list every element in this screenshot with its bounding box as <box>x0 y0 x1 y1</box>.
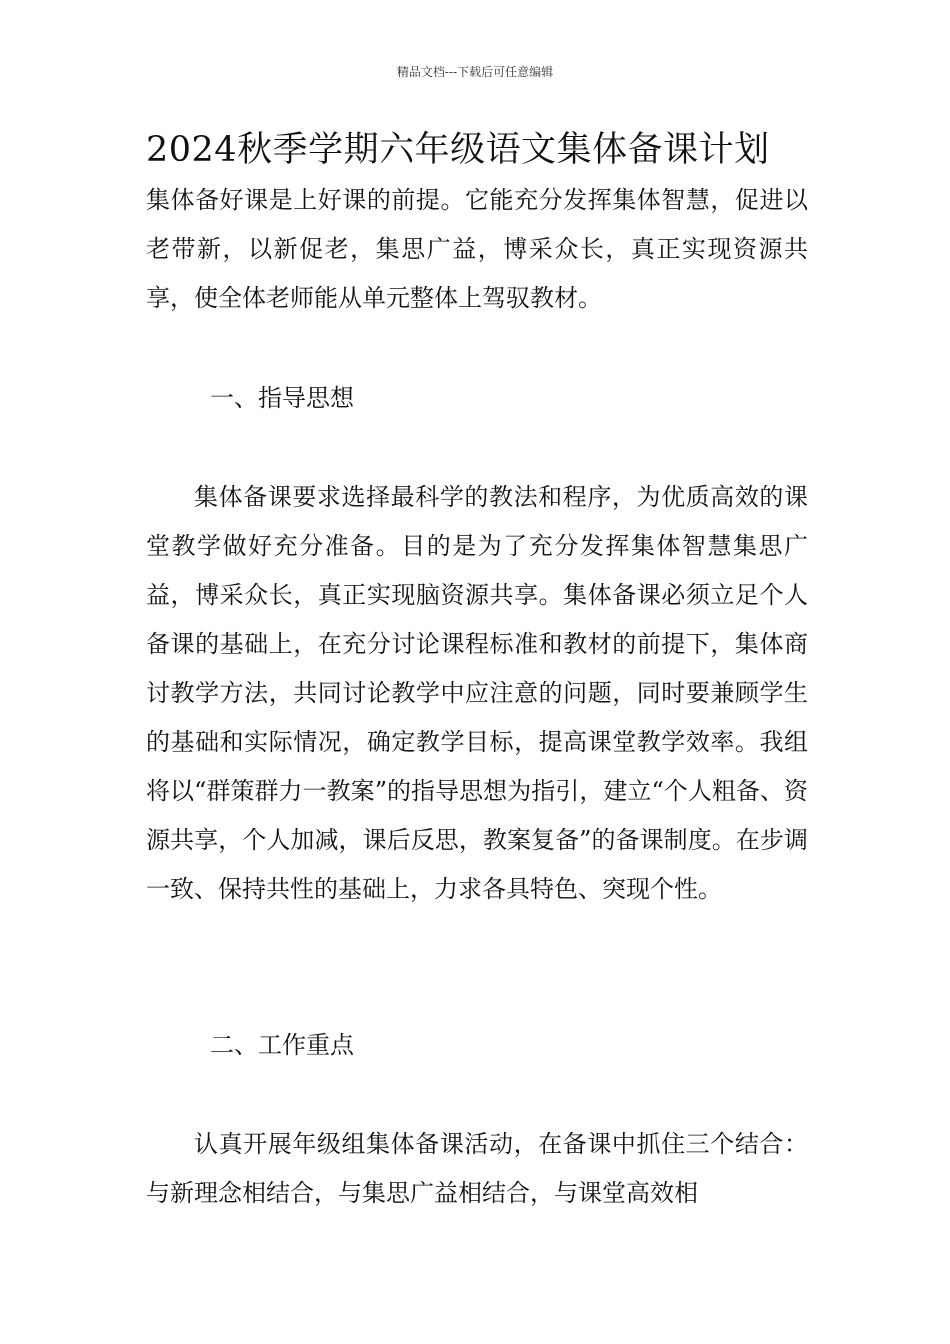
section-heading-work-focus: 二、工作重点 <box>210 1031 354 1059</box>
section-body-work-focus: 认真开展年级组集体备课活动，在备课中抓住三个结合：与新理念相结合，与集思广益相结合，与课堂高效相 <box>146 1130 808 1207</box>
document-title: 2024秋季学期六年级语文集体备课计划 <box>146 130 770 170</box>
intro-paragraph: 集体备好课是上好课的前提。它能充分发挥集体智慧，促进以老带新，以新促老，集思广益，博采众长，真正实现资源共享，使全体老师能从单元整体上驾驭教材。 <box>146 186 808 312</box>
section-heading-guiding-ideology: 一、指导思想 <box>210 384 354 412</box>
section-body-guiding-ideology: 集体备课要求选择最科学的教法和程序，为优质高效的课堂教学做好充分准备。目的是为了充分发挥集体智慧集思广益，博采众长，真正实现脑资源共享。集体备课必须立足个人备课的基础上，在充分讨论课程标准和教材的前提下，集体商讨教学方法，共同讨论教学中应注意的问题，同时要兼顾学生的基础和实际情况，确定教学目标，提高课堂教学效率。我组将以“群策群力一教案”的指导思想为指引，建立“个人粗备、资源共享，个人加减，课后反思，教案复备”的备课制度。在步调一致、保持共性的基础上，力求各具特色、突现个性。 <box>146 483 808 903</box>
page-header-note: 精品文档---下载后可任意编辑 <box>396 65 554 79</box>
